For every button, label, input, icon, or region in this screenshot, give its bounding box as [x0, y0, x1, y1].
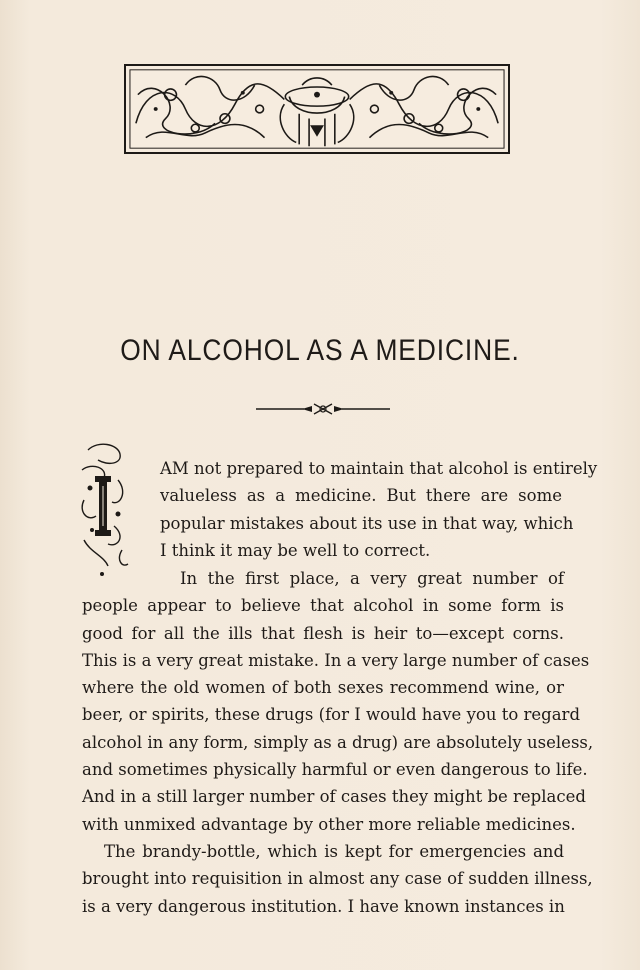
text-line: beer, or spirits, these drugs (for I would have you to regard	[82, 705, 581, 725]
text-line: with unmixed advantage by other more reliable medicines.	[82, 814, 576, 834]
text-line: This is a very great mistake. In a very large number of cases	[82, 650, 590, 670]
text-line: I think it may be well to correct.	[160, 540, 431, 560]
decorative-rule-ornament-icon	[256, 402, 390, 416]
text-line: and sometimes physically harmful or even dangerous to life.	[82, 760, 588, 780]
ornamental-headpiece-icon	[124, 64, 510, 154]
ornate-initial-I-icon	[78, 440, 130, 578]
page-title: ON ALCOHOL AS A MEDICINE.	[120, 334, 520, 367]
text-line: good for all the ills that flesh is heir to—except corns.	[82, 623, 564, 643]
text-line: In the first place, a very great number of	[180, 569, 564, 588]
text-line: AM not prepared to maintain that alcohol is entirely	[160, 459, 598, 478]
text-line: popular mistakes about its use in that way, which	[160, 513, 574, 533]
text-line: valueless as a medicine. But there are some	[160, 486, 562, 506]
text-line: is a very dangerous institution. I have known instances in	[82, 896, 565, 916]
text-line: alcohol in any form, simply as a drug) are absolutely useless,	[82, 732, 594, 752]
text-line: The brandy-bottle, which is kept for emergencies and	[104, 841, 564, 861]
text-line: brought into requisition in almost any case of sudden illness,	[82, 869, 593, 889]
text-line: And in a still larger number of cases they might be replaced	[82, 787, 586, 807]
opening-paragraph-indented	[160, 455, 598, 564]
text-line: where the old women of both sexes recommend wine, or	[82, 678, 564, 698]
text-line: people appear to believe that alcohol in some form is	[82, 596, 564, 616]
body-paragraphs	[82, 565, 594, 920]
